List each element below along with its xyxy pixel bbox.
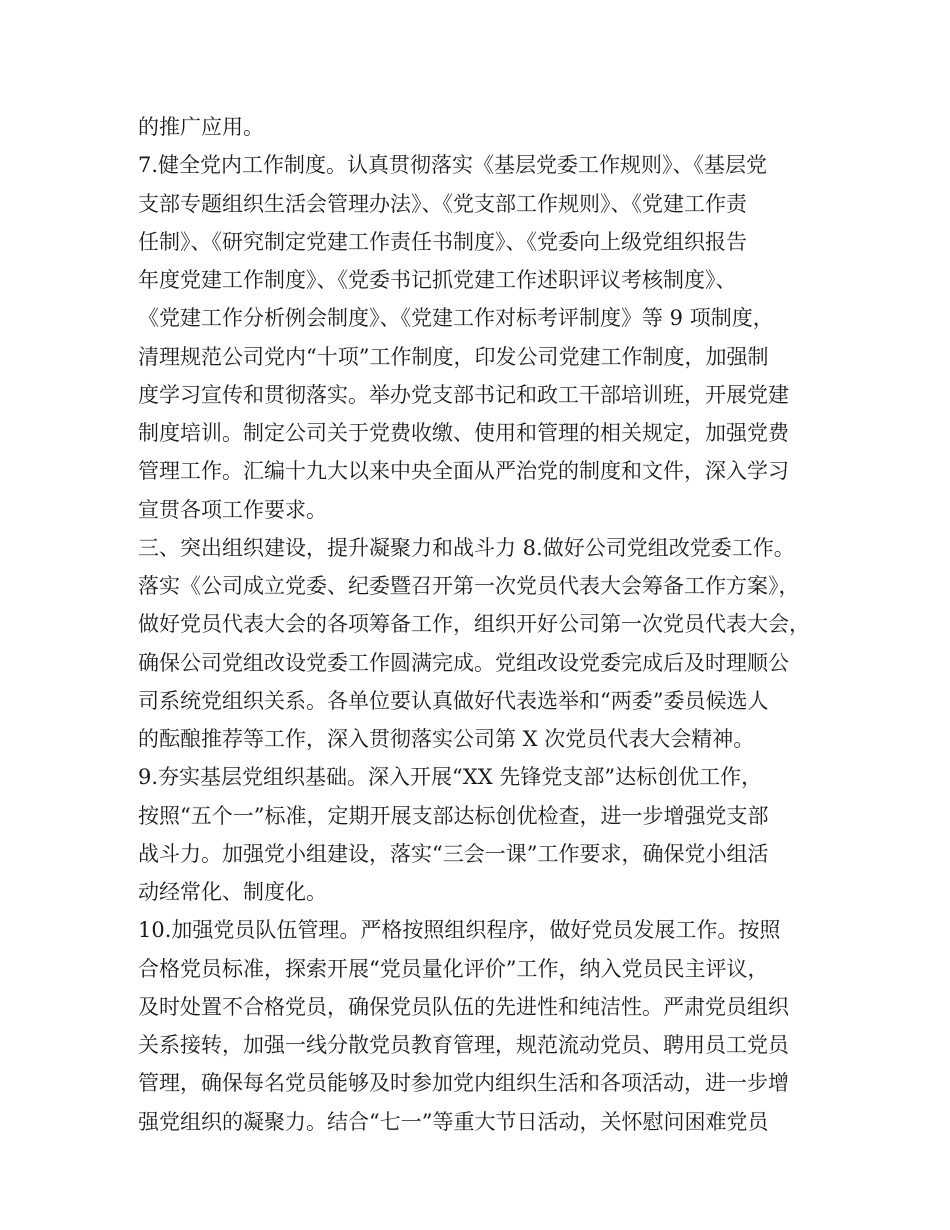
document-body	[138, 108, 828, 1141]
text-line: 7.健全党内工作制度。认真贯彻落实《基层党委工作规则》、《基层党	[138, 153, 768, 178]
text-line: 宣贯各项工作要求。	[138, 497, 327, 522]
section-heading-line: 三、突出组织建设，提升凝聚力和战斗力 8.做好公司党组改党委工作。	[138, 535, 795, 560]
text-line: 关系接转，加强一线分散党员教育管理，规范流动党员、聘用员工党员	[138, 1033, 789, 1057]
text-line: 确保公司党组改设党委工作圆满完成。党组改设党委完成后及时理顺公	[138, 650, 789, 675]
text-line: 管理，确保每名党员能够及时参加党内组织生活和各项活动，进一步增	[138, 1071, 789, 1096]
text-line: 制度培训。制定公司关于党费收缴、使用和管理的相关规定，加强党费	[138, 421, 789, 445]
text-line: 度学习宣传和贯彻落实。举办党支部书记和政工干部培训班，开展党建	[138, 382, 789, 407]
text-line: 司系统党组织关系。各单位要认真做好代表选举和“两委”委员候选人	[138, 688, 769, 713]
text-line: 年度党建工作制度》、《党委书记抓党建工作述职评议考核制度》、	[138, 268, 737, 292]
text-line: 落实《公司成立党委、纪委暨召开第一次党员代表大会筹备工作方案》，	[138, 574, 800, 598]
text-line: 强党组织的凝聚力。结合“七一”等重大节日活动，关怀慰问困难党员	[138, 1109, 769, 1134]
text-line: 动经常化、制度化。	[138, 880, 327, 904]
text-line: 战斗力。加强党小组建设，落实“三会一课”工作要求，确保党小组活	[138, 841, 769, 866]
text-line: 的酝酿推荐等工作，深入贯彻落实公司第 X 次党员代表大会精神。	[138, 727, 755, 751]
text-line: 清理规范公司党内“十项”工作制度，印发公司党建工作制度，加强制	[138, 344, 769, 369]
text-line: 做好党员代表大会的各项筹备工作，组织开好公司第一次党员代表大会，	[138, 612, 810, 637]
text-line: 9.夯实基层党组织基础。深入开展“XX 先锋党支部”达标创优工作，	[138, 765, 763, 790]
text-line: 及时处置不合格党员，确保党员队伍的先进性和纯洁性。严肃党员组织	[138, 994, 789, 1019]
text-line: 10.加强党员队伍管理。严格按照组织程序，做好党员发展工作。按照	[138, 918, 781, 943]
text-line: 按照“五个一”标准，定期开展支部达标创优检查，进一步增强党支部	[138, 803, 769, 828]
text-line: 管理工作。汇编十九大以来中央全面从严治党的制度和文件，深入学习	[138, 459, 789, 484]
text-line: 任制》、《研究制定党建工作责任书制度》、《党委向上级党组织报告	[138, 229, 747, 254]
text-line: 《党建工作分析例会制度》、《党建工作对标考评制度》等 9 项制度，	[138, 306, 774, 331]
text-line: 的推广应用。	[138, 115, 264, 139]
text-line: 支部专题组织生活会管理办法》、《党支部工作规则》、《党建工作责	[138, 191, 747, 216]
text-line: 合格党员标准，探索开展“党员量化评价”工作，纳入党员民主评议，	[138, 956, 769, 981]
